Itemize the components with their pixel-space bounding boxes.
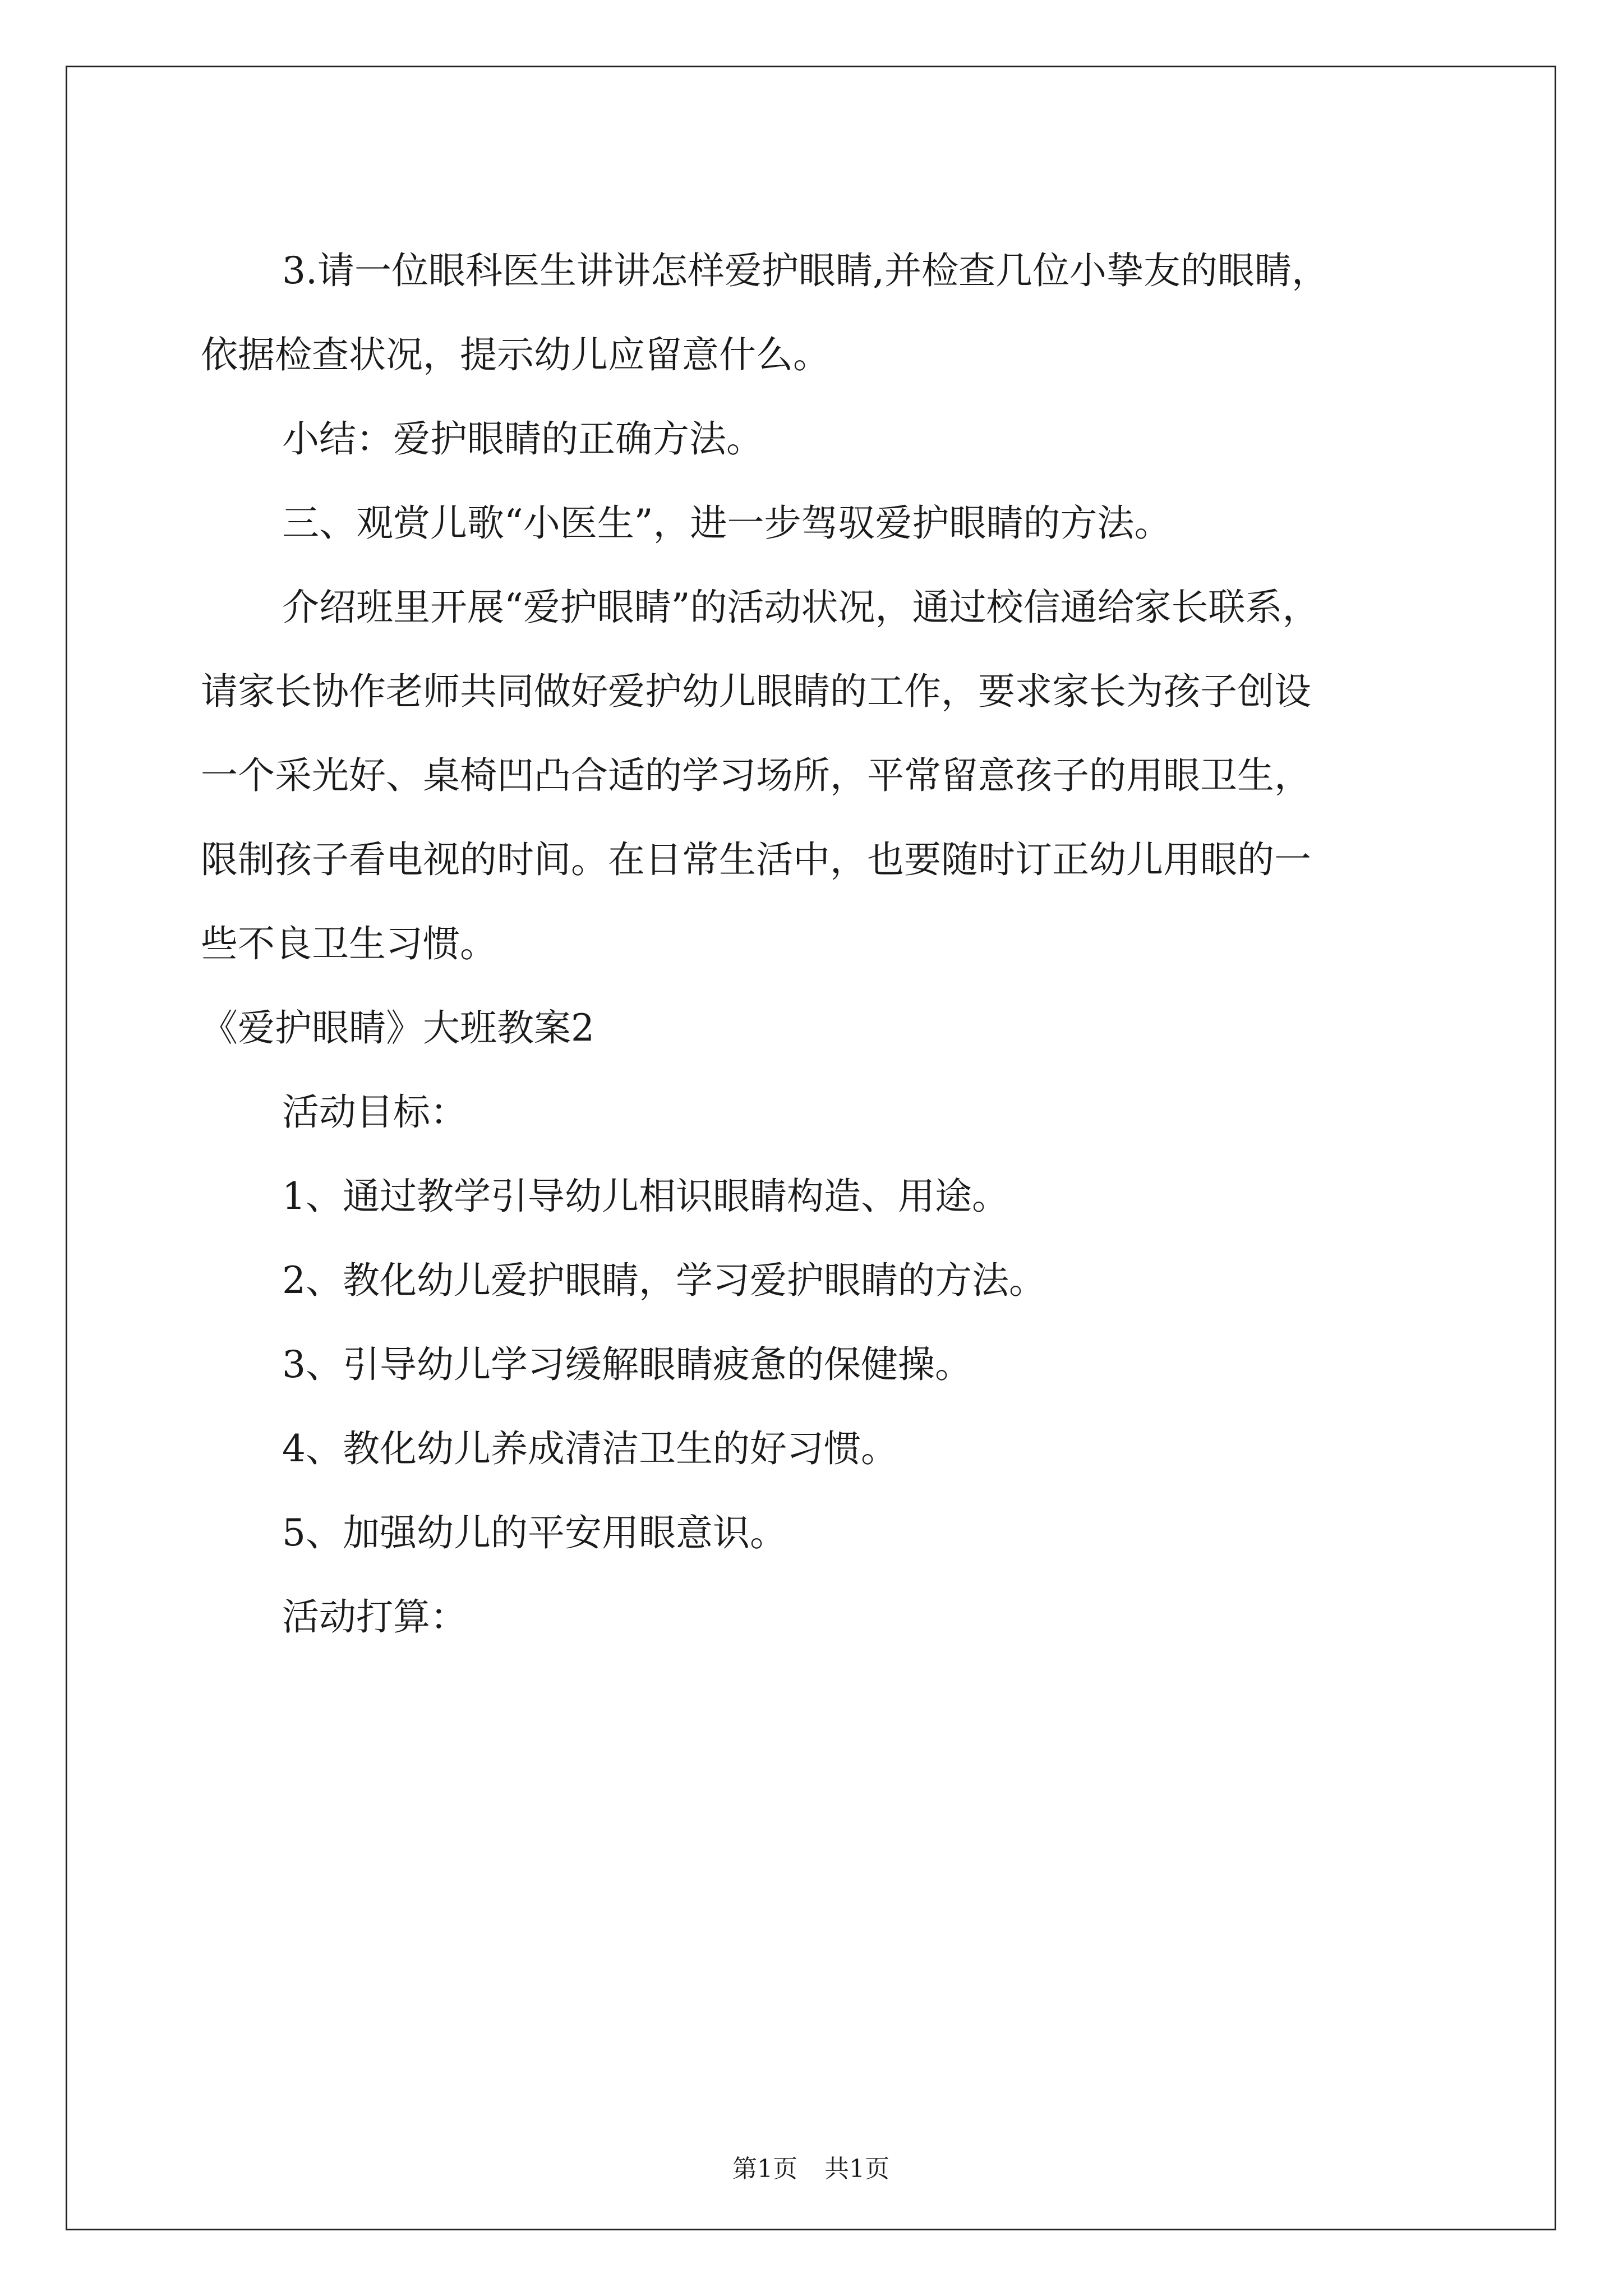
paragraph-line: 介绍班里开展“爱护眼睛”的活动状况，通过校信通给家长联系， — [282, 586, 1320, 629]
paragraph-line: 活动打算： — [282, 1595, 467, 1639]
document-body — [67, 67, 1555, 2229]
list-item: 2、教化幼儿爱护眼睛，学习爱护眼睛的方法。 — [282, 1259, 1046, 1302]
paragraph-line: 三、观赏儿歌“小医生”，进一步驾驭爱护眼睛的方法。 — [282, 501, 1172, 545]
paragraph-line: 些不良卫生习惯。 — [201, 922, 497, 965]
paragraph-line: 依据检查状况，提示幼儿应留意什么。 — [201, 333, 830, 376]
section-heading: 《爱护眼睛》大班教案2 — [201, 1006, 594, 1050]
page-footer — [67, 2148, 1555, 2184]
page-number: 第1页 — [732, 2155, 797, 2183]
paragraph-line: 请家长协作老师共同做好爱护幼儿眼睛的工作，要求家长为孩子创设 — [201, 670, 1311, 713]
paragraph-line: 3.请一位眼科医生讲讲怎样爱护眼睛,并检查几位小挚友的眼睛， — [282, 249, 1329, 292]
list-item: 1、通过教学引导幼儿相识眼睛构造、用途。 — [282, 1175, 1009, 1218]
list-item: 5、加强幼儿的平安用眼意识。 — [282, 1511, 787, 1554]
paragraph-line: 限制孩子看电视的时间。在日常生活中，也要随时订正幼儿用眼的一 — [201, 838, 1311, 881]
paragraph-line: 活动目标： — [282, 1091, 467, 1134]
paragraph-line: 一个采光好、桌椅凹凸合适的学习场所，平常留意孩子的用眼卫生， — [201, 754, 1311, 797]
list-item: 4、教化幼儿养成清洁卫生的好习惯。 — [282, 1427, 898, 1470]
total-pages: 共1页 — [824, 2155, 889, 2183]
paragraph-line: 小结：爱护眼睛的正确方法。 — [282, 417, 763, 461]
page-frame — [66, 66, 1556, 2230]
list-item: 3、引导幼儿学习缓解眼睛疲惫的保健操。 — [282, 1343, 972, 1386]
